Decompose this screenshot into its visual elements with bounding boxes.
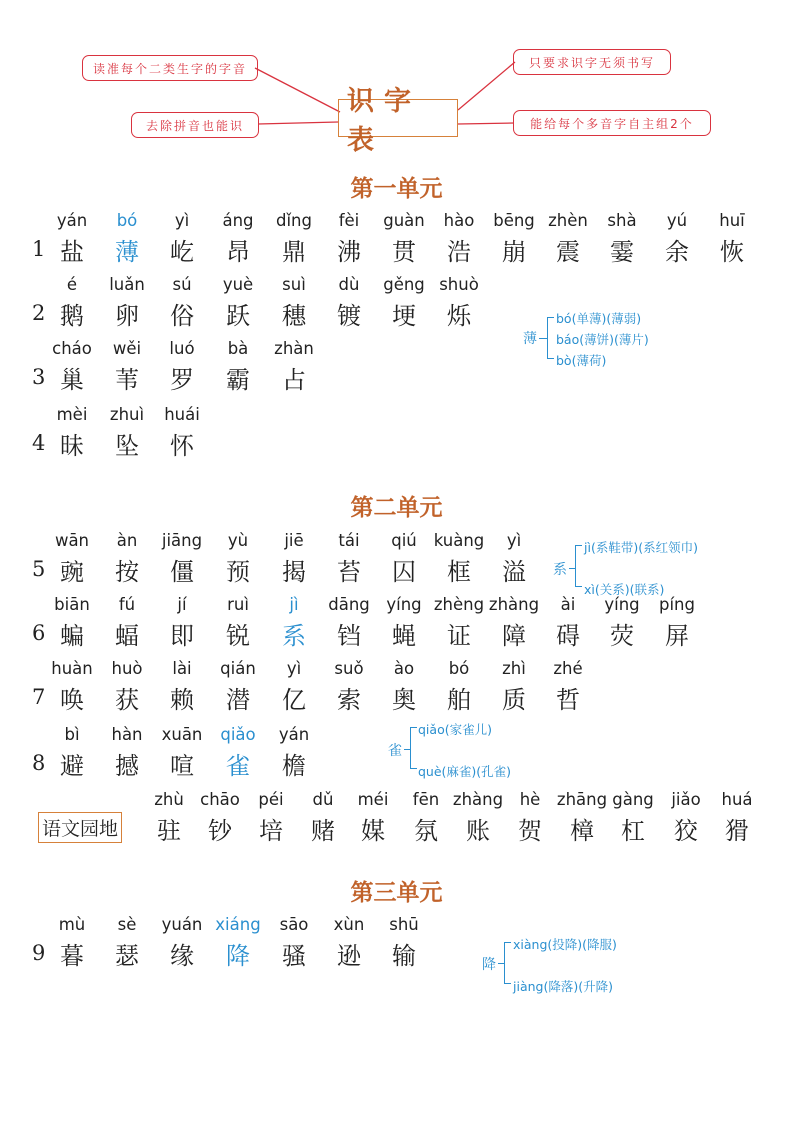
hanzi: 赖 [170, 686, 194, 714]
hanzi: 薄 [115, 238, 139, 266]
pinyin: yán [278, 725, 310, 744]
pinyin: suǒ [334, 659, 364, 678]
character-cell [448, 790, 508, 848]
pinyin: bà [227, 339, 249, 358]
hanzi: 巢 [60, 366, 84, 394]
brace-tick [539, 338, 547, 339]
polyphone-char: 降 [482, 957, 496, 973]
pinyin: qiú [391, 531, 417, 550]
pinyin: zhèng [433, 595, 485, 614]
hanzi: 唤 [60, 686, 84, 714]
brace [547, 317, 548, 359]
pinyin: bó [448, 659, 470, 678]
pinyin: sú [172, 275, 192, 294]
hanzi: 质 [502, 686, 526, 714]
hanzi: 哲 [556, 686, 580, 714]
mindmap-center-title: 识字表 [338, 99, 458, 137]
pinyin: dǔ [312, 790, 334, 809]
character-cell [42, 275, 102, 333]
pinyin: bó [116, 211, 138, 230]
pinyin: huàn [51, 659, 93, 678]
pinyin: xùn [333, 915, 365, 934]
hanzi: 奥 [392, 686, 416, 714]
pinyin: xuān [161, 725, 203, 744]
character-row [0, 915, 793, 977]
character-cell [484, 659, 544, 717]
pinyin: qián [220, 659, 256, 678]
mindmap-note: 读准每个二类生字的字音 [82, 55, 258, 81]
pinyin: hàn [111, 725, 143, 744]
hanzi: 卵 [115, 302, 139, 330]
pinyin: méi [357, 790, 389, 809]
character-cell [97, 405, 157, 463]
character-cell [702, 211, 762, 269]
character-cell [208, 915, 268, 973]
hanzi: 昧 [60, 432, 84, 460]
character-cell [97, 531, 157, 589]
character-cell [42, 339, 102, 397]
character-row [0, 659, 793, 721]
character-cell [538, 211, 598, 269]
pinyin: shū [389, 915, 419, 934]
pinyin: yì [506, 531, 522, 550]
pinyin: yíng [386, 595, 422, 614]
hanzi: 坠 [115, 432, 139, 460]
pinyin: yú [666, 211, 688, 230]
character-cell [592, 211, 652, 269]
pinyin: yù [227, 531, 249, 550]
hanzi: 输 [392, 942, 416, 970]
polyphone-char: 薄 [523, 331, 537, 347]
pinyin: ài [560, 595, 576, 614]
unit-title: 第三单元 [350, 879, 443, 906]
pinyin: bēng [493, 211, 535, 230]
hanzi: 霸 [226, 366, 250, 394]
pinyin: gàng [612, 790, 654, 809]
character-cell [208, 725, 268, 783]
hanzi: 揭 [282, 558, 306, 586]
hanzi: 罗 [170, 366, 194, 394]
hanzi: 蝇 [392, 622, 416, 650]
pinyin: huái [164, 405, 200, 424]
character-cell [264, 531, 324, 589]
pinyin: yán [56, 211, 88, 230]
polyphone-reading: jiàng(降落)(升降) [513, 979, 613, 994]
polyphone-char: 雀 [388, 743, 402, 759]
pinyin: huá [721, 790, 753, 809]
row-number: 3 [32, 365, 46, 389]
polyphone-reading: xì(关系)(联系) [584, 582, 665, 597]
character-cell [429, 595, 489, 653]
character-cell [396, 790, 456, 848]
character-cell [42, 725, 102, 783]
hanzi: 碍 [556, 622, 580, 650]
hanzi: 樟 [570, 817, 594, 845]
character-cell [152, 211, 212, 269]
pinyin: hè [519, 790, 541, 809]
hanzi: 预 [226, 558, 250, 586]
hanzi: 降 [226, 942, 250, 970]
character-cell [152, 405, 212, 463]
pinyin: qiǎo [220, 725, 256, 744]
mindmap-note: 能给每个多音字自主组2个 [513, 110, 711, 136]
pinyin: sè [117, 915, 137, 934]
hanzi: 障 [502, 622, 526, 650]
pinyin: zhé [553, 659, 583, 678]
pinyin: cháo [52, 339, 92, 358]
character-cell [42, 659, 102, 717]
pinyin: yíng [604, 595, 640, 614]
character-cell [374, 595, 434, 653]
hanzi: 跃 [226, 302, 250, 330]
hanzi: 怀 [170, 432, 194, 460]
character-cell [42, 405, 102, 463]
character-cell [264, 211, 324, 269]
hanzi: 昂 [226, 238, 250, 266]
hanzi: 猾 [725, 817, 749, 845]
character-cell [500, 790, 560, 848]
pinyin: zhàng [488, 595, 540, 614]
hanzi: 烁 [447, 302, 471, 330]
character-cell [264, 915, 324, 973]
hanzi: 培 [259, 817, 283, 845]
pinyin: zhāng [556, 790, 608, 809]
mindmap-note: 只要求识字无须书写 [513, 49, 671, 75]
hanzi: 震 [556, 238, 580, 266]
polyphone-reading: què(麻雀)(孔雀) [418, 764, 512, 779]
character-cell [484, 211, 544, 269]
character-cell [152, 275, 212, 333]
hanzi: 檐 [282, 752, 306, 780]
pinyin: gěng [383, 275, 425, 294]
hanzi: 崩 [502, 238, 526, 266]
pinyin: huò [111, 659, 143, 678]
character-cell [603, 790, 663, 848]
character-cell [208, 659, 268, 717]
hanzi: 雀 [226, 752, 250, 780]
character-cell [592, 595, 652, 653]
hanzi: 囚 [392, 558, 416, 586]
hanzi: 喧 [170, 752, 194, 780]
character-cell [647, 211, 707, 269]
character-cell [152, 659, 212, 717]
hanzi: 蝙 [60, 622, 84, 650]
character-cell [264, 725, 324, 783]
section-label-garden: 语文园地 [38, 812, 122, 843]
character-cell [42, 211, 102, 269]
hanzi: 系 [282, 622, 306, 650]
pinyin: bì [64, 725, 80, 744]
hanzi: 杠 [621, 817, 645, 845]
character-cell [374, 659, 434, 717]
brace [575, 545, 576, 587]
pinyin: yuè [222, 275, 254, 294]
pinyin: àn [116, 531, 138, 550]
hanzi: 氛 [414, 817, 438, 845]
character-cell [429, 211, 489, 269]
pinyin: yuán [161, 915, 203, 934]
character-cell [97, 275, 157, 333]
pinyin: é [66, 275, 78, 294]
character-cell [97, 339, 157, 397]
hanzi: 苇 [115, 366, 139, 394]
hanzi: 鹅 [60, 302, 84, 330]
pinyin: zhuì [109, 405, 145, 424]
row-number: 2 [32, 301, 46, 325]
character-cell [319, 275, 379, 333]
character-row [0, 790, 793, 852]
pinyin: wān [54, 531, 90, 550]
character-cell [319, 531, 379, 589]
hanzi: 获 [115, 686, 139, 714]
pinyin: zhàng [452, 790, 504, 809]
character-cell [374, 531, 434, 589]
pinyin: fēn [412, 790, 440, 809]
pinyin: suì [282, 275, 306, 294]
hanzi: 缘 [170, 942, 194, 970]
pinyin: huī [719, 211, 745, 230]
polyphone-char: 系 [553, 562, 567, 578]
brace [410, 727, 411, 769]
pinyin: jiē [284, 531, 304, 550]
hanzi: 僵 [170, 558, 194, 586]
hanzi: 即 [170, 622, 194, 650]
pinyin: guàn [383, 211, 425, 230]
hanzi: 瑟 [115, 942, 139, 970]
character-row [0, 595, 793, 657]
hanzi: 苔 [337, 558, 361, 586]
pinyin: sāo [279, 915, 309, 934]
polyphone-reading: bó(单薄)(薄弱) [556, 311, 642, 326]
character-cell [538, 595, 598, 653]
pinyin: áng [222, 211, 254, 230]
character-cell [374, 211, 434, 269]
character-cell [264, 659, 324, 717]
character-cell [319, 915, 379, 973]
pinyin: wěi [112, 339, 142, 358]
hanzi: 撼 [115, 752, 139, 780]
hanzi: 沸 [337, 238, 361, 266]
character-row [0, 405, 793, 467]
pinyin: ào [393, 659, 415, 678]
character-cell [429, 659, 489, 717]
row-number: 6 [32, 621, 46, 645]
pinyin: péi [258, 790, 284, 809]
hanzi: 驻 [157, 817, 181, 845]
character-row [0, 211, 793, 273]
pinyin: zhù [154, 790, 184, 809]
character-cell [208, 595, 268, 653]
pinyin: mèi [56, 405, 88, 424]
pinyin: luǎn [109, 275, 145, 294]
pinyin: zhì [502, 659, 526, 678]
row-number: 1 [32, 237, 46, 261]
polyphone-reading: jì(系鞋带)(系红领巾) [584, 540, 698, 555]
polyphone-reading: xiàng(投降)(降服) [513, 937, 617, 952]
row-number: 9 [32, 941, 46, 965]
pinyin: jì [289, 595, 299, 614]
pinyin: yì [174, 211, 190, 230]
character-cell [319, 659, 379, 717]
hanzi: 荧 [610, 622, 634, 650]
hanzi: 贺 [518, 817, 542, 845]
hanzi: 骚 [282, 942, 306, 970]
hanzi: 锐 [226, 622, 250, 650]
character-cell [429, 275, 489, 333]
row-number: 5 [32, 557, 46, 581]
character-cell [97, 725, 157, 783]
pinyin: chāo [200, 790, 240, 809]
pinyin: dù [338, 275, 360, 294]
hanzi: 霎 [610, 238, 634, 266]
hanzi: 框 [447, 558, 471, 586]
character-cell [374, 275, 434, 333]
character-cell [208, 339, 268, 397]
unit-title: 第一单元 [350, 175, 443, 202]
pinyin: hào [443, 211, 475, 230]
hanzi: 埂 [392, 302, 416, 330]
pinyin: jiǎo [671, 790, 701, 809]
character-cell [97, 211, 157, 269]
character-cell [484, 595, 544, 653]
hanzi: 按 [115, 558, 139, 586]
pinyin: lài [172, 659, 192, 678]
character-cell [42, 915, 102, 973]
character-cell [42, 531, 102, 589]
character-cell [208, 211, 268, 269]
pinyin: píng [659, 595, 695, 614]
hanzi: 账 [466, 817, 490, 845]
pinyin: zhàn [274, 339, 314, 358]
pinyin: shuò [439, 275, 479, 294]
character-cell [484, 531, 544, 589]
character-cell [319, 211, 379, 269]
character-cell [264, 339, 324, 397]
hanzi: 暮 [60, 942, 84, 970]
hanzi: 豌 [60, 558, 84, 586]
character-cell [152, 339, 212, 397]
character-cell [97, 659, 157, 717]
hanzi: 溢 [502, 558, 526, 586]
pinyin: dāng [328, 595, 370, 614]
hanzi: 镀 [337, 302, 361, 330]
character-cell [208, 531, 268, 589]
hanzi: 俗 [170, 302, 194, 330]
hanzi: 余 [665, 238, 689, 266]
mindmap-note: 去除拼音也能识 [131, 112, 259, 138]
pinyin: ruì [227, 595, 249, 614]
pinyin: yì [286, 659, 302, 678]
hanzi: 占 [282, 366, 306, 394]
hanzi: 钞 [208, 817, 232, 845]
character-cell [343, 790, 403, 848]
character-cell [152, 915, 212, 973]
pinyin: zhèn [548, 211, 588, 230]
character-cell [97, 595, 157, 653]
hanzi: 浩 [447, 238, 471, 266]
hanzi: 屏 [665, 622, 689, 650]
character-cell [538, 659, 598, 717]
row-number: 4 [32, 431, 46, 455]
unit-title: 第二单元 [350, 494, 443, 521]
character-cell [647, 595, 707, 653]
pinyin: fú [118, 595, 136, 614]
pinyin: biān [54, 595, 90, 614]
pinyin: mù [58, 915, 86, 934]
hanzi: 潜 [226, 686, 250, 714]
hanzi: 舶 [447, 686, 471, 714]
hanzi: 贯 [392, 238, 416, 266]
pinyin: tái [338, 531, 360, 550]
pinyin: xiáng [215, 915, 261, 934]
character-cell [152, 725, 212, 783]
hanzi: 盐 [60, 238, 84, 266]
character-row [0, 339, 793, 401]
hanzi: 蝠 [115, 622, 139, 650]
row-number: 8 [32, 751, 46, 775]
character-cell [152, 531, 212, 589]
character-cell [241, 790, 301, 848]
pinyin: luó [169, 339, 195, 358]
hanzi: 证 [447, 622, 471, 650]
character-cell [208, 275, 268, 333]
row-number: 7 [32, 685, 46, 709]
polyphone-reading: qiǎo(家雀儿) [418, 722, 492, 737]
character-cell [152, 595, 212, 653]
pinyin: dǐng [276, 211, 312, 230]
character-cell [97, 915, 157, 973]
pinyin: shà [607, 211, 637, 230]
hanzi: 恢 [720, 238, 744, 266]
brace [504, 942, 505, 984]
character-row [0, 275, 793, 337]
character-cell [42, 595, 102, 653]
hanzi: 屹 [170, 238, 194, 266]
hanzi: 穗 [282, 302, 306, 330]
polyphone-reading: báo(薄饼)(薄片) [556, 332, 649, 347]
hanzi: 鼎 [282, 238, 306, 266]
character-cell [319, 595, 379, 653]
character-cell [264, 275, 324, 333]
character-cell [264, 595, 324, 653]
hanzi: 狡 [674, 817, 698, 845]
character-cell [429, 531, 489, 589]
pinyin: kuàng [433, 531, 485, 550]
character-cell [707, 790, 767, 848]
hanzi: 索 [337, 686, 361, 714]
hanzi: 逊 [337, 942, 361, 970]
pinyin: jí [177, 595, 187, 614]
hanzi: 亿 [282, 686, 306, 714]
hanzi: 赌 [311, 817, 335, 845]
polyphone-reading: bò(薄荷) [556, 353, 607, 368]
hanzi: 媒 [361, 817, 385, 845]
pinyin: jiāng [161, 531, 203, 550]
hanzi: 铛 [337, 622, 361, 650]
character-cell [374, 915, 434, 973]
hanzi: 避 [60, 752, 84, 780]
pinyin: fèi [338, 211, 360, 230]
